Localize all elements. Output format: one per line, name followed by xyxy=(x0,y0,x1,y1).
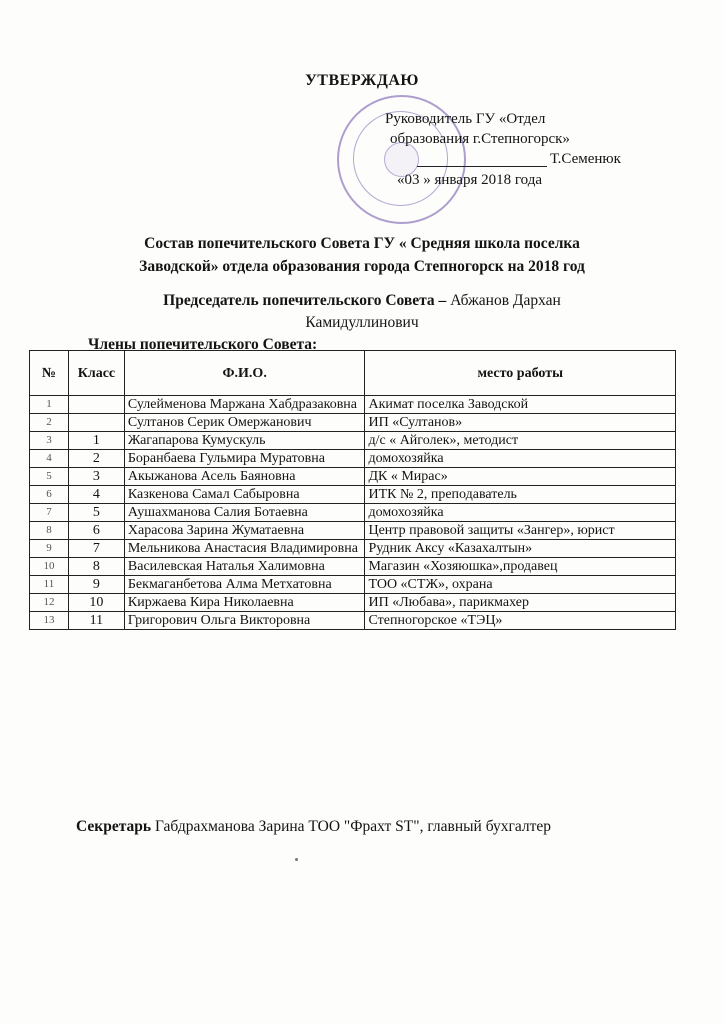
row-name: Султанов Серик Омержанович xyxy=(124,414,365,432)
row-name: Василевская Наталья Халимовна xyxy=(124,558,365,576)
row-name: Киржаева Кира Николаевна xyxy=(124,594,365,612)
header-number: № xyxy=(30,351,69,396)
row-workplace: ТОО «СТЖ», охрана xyxy=(365,576,676,594)
row-name: Казкенова Самал Сабыровна xyxy=(124,486,365,504)
table-row xyxy=(30,594,676,612)
table-header-row xyxy=(30,351,676,396)
row-grade xyxy=(68,396,124,414)
table-row xyxy=(30,504,676,522)
row-number: 6 xyxy=(30,486,69,504)
row-workplace: ИП «Любава», парикмахер xyxy=(365,594,676,612)
row-name: Бекмаганбетова Алма Метхатовна xyxy=(124,576,365,594)
row-grade: 6 xyxy=(68,522,124,540)
secretary-label: Секретарь xyxy=(76,818,152,835)
row-number: 4 xyxy=(30,450,69,468)
table-row xyxy=(30,432,676,450)
table-row xyxy=(30,576,676,594)
header-workplace: место работы xyxy=(365,351,676,396)
row-workplace: ДК « Мирас» xyxy=(365,468,676,486)
row-number: 9 xyxy=(30,540,69,558)
row-grade: 9 xyxy=(68,576,124,594)
secretary-text: Габдрахманова Зарина ТОО "Фрахт ST", главный бухгалтер xyxy=(154,818,552,835)
table-row xyxy=(30,450,676,468)
row-name: Жагапарова Кумускуль xyxy=(124,432,365,450)
signature-line xyxy=(417,166,547,167)
row-number: 7 xyxy=(30,504,69,522)
row-workplace: домохозяйка xyxy=(365,504,676,522)
row-workplace: домохозяйка xyxy=(365,450,676,468)
row-number: 3 xyxy=(30,432,69,450)
row-name: Боранбаева Гульмира Муратовна xyxy=(124,450,365,468)
approval-signatory: Т.Семенюк xyxy=(550,151,621,167)
row-workplace: Рудник Аксу «Казахалтын» xyxy=(365,540,676,558)
chairman-block xyxy=(0,290,724,334)
approval-date: «03 » января 2018 года xyxy=(397,172,543,188)
row-workplace: Степногорское «ТЭЦ» xyxy=(365,612,676,630)
row-number: 8 xyxy=(30,522,69,540)
row-name: Акыжанова Асель Баяновна xyxy=(124,468,365,486)
document-title xyxy=(0,232,724,278)
row-number: 2 xyxy=(30,414,69,432)
row-grade: 4 xyxy=(68,486,124,504)
chairman-name: Абжанов Дархан xyxy=(450,292,561,309)
row-workplace: Акимат поселка Заводской xyxy=(365,396,676,414)
row-number: 12 xyxy=(30,594,69,612)
row-grade: 2 xyxy=(68,450,124,468)
row-grade: 3 xyxy=(68,468,124,486)
row-name: Мельникова Анастасия Владимировна xyxy=(124,540,365,558)
row-grade: 10 xyxy=(68,594,124,612)
table-row xyxy=(30,486,676,504)
row-name: Сулейменова Маржана Хабдразаковна xyxy=(124,396,365,414)
row-name: Харасова Зарина Жуматаевна xyxy=(124,522,365,540)
row-number: 13 xyxy=(30,612,69,630)
approval-position-line2: образования г.Степногорск» xyxy=(390,131,570,147)
table-row xyxy=(30,522,676,540)
secretary-block xyxy=(76,818,551,836)
row-workplace: ИП «Султанов» xyxy=(365,414,676,432)
row-number: 1 xyxy=(30,396,69,414)
row-grade: 8 xyxy=(68,558,124,576)
header-grade: Класс xyxy=(68,351,124,396)
row-grade: 11 xyxy=(68,612,124,630)
approval-title: УТВЕРЖДАЮ xyxy=(305,72,419,89)
row-grade: 1 xyxy=(68,432,124,450)
table-row xyxy=(30,414,676,432)
row-name: Аушахманова Салия Ботаевна xyxy=(124,504,365,522)
row-number: 10 xyxy=(30,558,69,576)
row-name: Григорович Ольга Викторовна xyxy=(124,612,365,630)
table-row xyxy=(30,468,676,486)
row-grade xyxy=(68,414,124,432)
row-grade: 7 xyxy=(68,540,124,558)
row-workplace: д/с « Айголек», методист xyxy=(365,432,676,450)
table-row xyxy=(30,540,676,558)
row-number: 11 xyxy=(30,576,69,594)
row-workplace: Центр правовой защиты «Зангер», юрист xyxy=(365,522,676,540)
header-name: Ф.И.О. xyxy=(124,351,365,396)
members-label: Члены попечительского Совета: xyxy=(88,336,318,353)
row-number: 5 xyxy=(30,468,69,486)
members-table xyxy=(29,350,676,630)
document-title-line1: Состав попечительского Совета ГУ « Средняя школа поселка xyxy=(144,235,580,252)
approval-position-line1: Руководитель ГУ «Отдел xyxy=(385,111,546,127)
chairman-label: Председатель попечительского Совета – xyxy=(163,292,447,309)
table-row xyxy=(30,558,676,576)
row-grade: 5 xyxy=(68,504,124,522)
document-title-line2: Заводской» отдела образования города Степногорск на 2018 год xyxy=(139,258,585,275)
table-row xyxy=(30,396,676,414)
row-workplace: Магазин «Хозяюшка»,продавец xyxy=(365,558,676,576)
row-workplace: ИТК № 2, преподаватель xyxy=(365,486,676,504)
stray-mark xyxy=(295,858,298,861)
chairman-name-line2: Камидуллинович xyxy=(305,314,419,331)
table-row xyxy=(30,612,676,630)
